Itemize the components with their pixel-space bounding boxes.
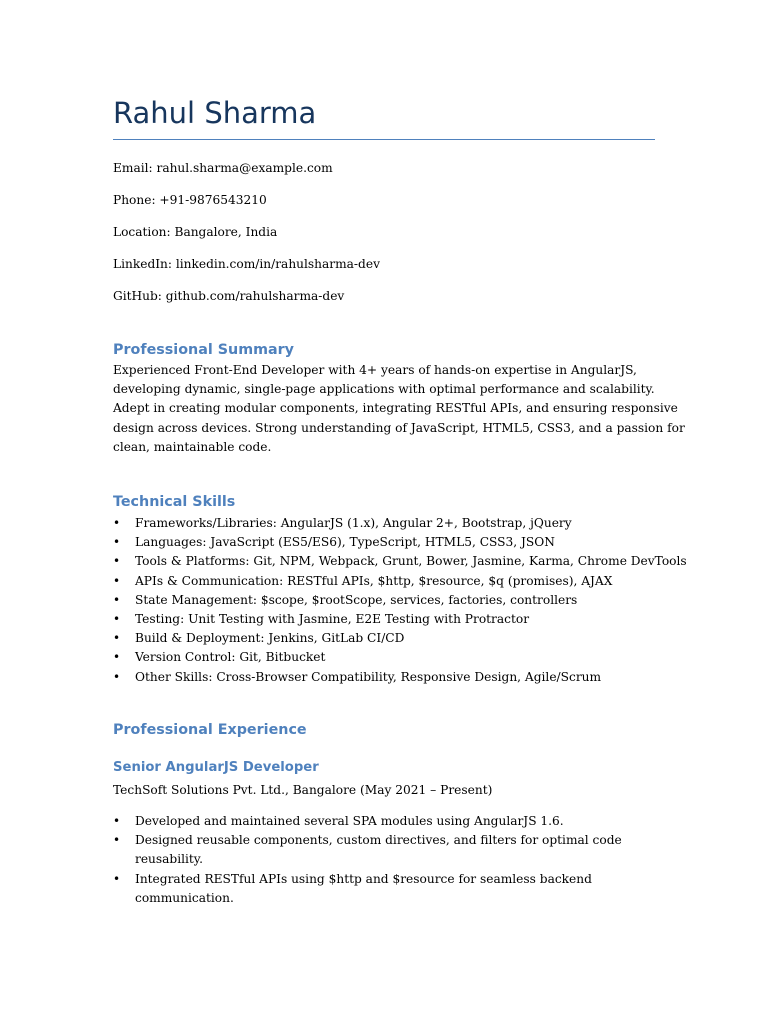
skill-text: APIs & Communication: RESTful APIs, $http, $resource, $q (promises), AJAX [135,573,613,588]
responsibility-text [135,831,622,869]
bullet-icon: • [113,871,121,886]
skill-item [113,610,687,629]
responsibility-text [135,870,622,908]
responsibility-line: communication. [135,890,234,905]
summary-line: design across devices. Strong understanding of JavaScript, HTML5, CSS3, and a passion for [113,420,685,435]
summary-line: developing dynamic, single-page applications with optimal performance and scalability. [113,382,655,397]
experience-heading: Professional Experience [113,722,307,738]
responsibility-line: reusability. [135,852,203,867]
bullet-icon: • [113,650,121,665]
skill-item [113,533,687,552]
skill-text: Languages: JavaScript (ES5/ES6), TypeScript, HTML5, CSS3, JSON [135,535,555,550]
skill-item [113,591,687,610]
contact-github: GitHub: github.com/rahulsharma-dev [113,289,345,303]
skill-text: Build & Deployment: Jenkins, GitLab CI/CD [135,631,405,646]
bullet-icon: • [113,833,121,848]
job-responsibilities [113,812,622,908]
summary-paragraph [113,361,685,457]
skill-item [113,552,687,571]
bullet-icon: • [113,669,121,684]
skill-text: Tools & Platforms: Git, NPM, Webpack, Grunt, Bower, Jasmine, Karma, Chrome DevTools [135,554,687,569]
bullet-icon: • [113,573,121,588]
skill-text: Frameworks/Libraries: AngularJS (1.x), Angular 2+, Bootstrap, jQuery [135,516,572,530]
summary-line: Experienced Front-End Developer with 4+ years of hands-on expertise in AngularJS, [113,363,637,377]
skills-heading: Technical Skills [113,494,236,510]
candidate-name: Rahul Sharma [113,96,317,130]
skill-item [113,514,687,533]
job-title: Senior AngularJS Developer [113,760,319,775]
bullet-icon: • [113,516,121,530]
responsibility-line: Developed and maintained several SPA modules using AngularJS 1.6. [135,814,564,828]
responsibility-item [113,831,622,869]
skill-text: Testing: Unit Testing with Jasmine, E2E Testing with Protractor [135,612,530,627]
bullet-icon: • [113,535,121,550]
summary-heading: Professional Summary [113,342,295,358]
title-divider [113,139,655,140]
skill-item [113,648,687,667]
contact-linkedin: LinkedIn: linkedin.com/in/rahulsharma-dev [113,257,380,271]
summary-line: Adept in creating modular components, integrating RESTful APIs, and ensuring responsive [113,401,678,416]
bullet-icon: • [113,631,121,646]
responsibility-line: Integrated RESTful APIs using $http and $resource for seamless backend [135,871,592,886]
contact-phone: Phone: +91-9876543210 [113,193,267,207]
bullet-icon: • [113,612,121,627]
skills-list [113,514,687,687]
bullet-icon: • [113,814,121,828]
job-company: TechSoft Solutions Pvt. Ltd., Bangalore (May 2021 – Present) [113,783,493,797]
skill-item [113,572,687,591]
responsibility-text [135,812,622,831]
responsibility-item [113,812,622,831]
contact-email: Email: rahul.sharma@example.com [113,161,333,175]
bullet-icon: • [113,554,121,569]
bullet-icon: • [113,592,121,607]
responsibility-line: Designed reusable components, custom directives, and filters for optimal code [135,833,622,848]
skill-text: Version Control: Git, Bitbucket [135,650,326,665]
responsibility-item [113,870,622,908]
skill-item [113,629,687,648]
skill-item [113,668,687,687]
skill-text: Other Skills: Cross-Browser Compatibility, Responsive Design, Agile/Scrum [135,669,602,684]
summary-line: clean, maintainable code. [113,439,272,454]
contact-location: Location: Bangalore, India [113,225,278,239]
skill-text: State Management: $scope, $rootScope, services, factories, controllers [135,592,578,607]
